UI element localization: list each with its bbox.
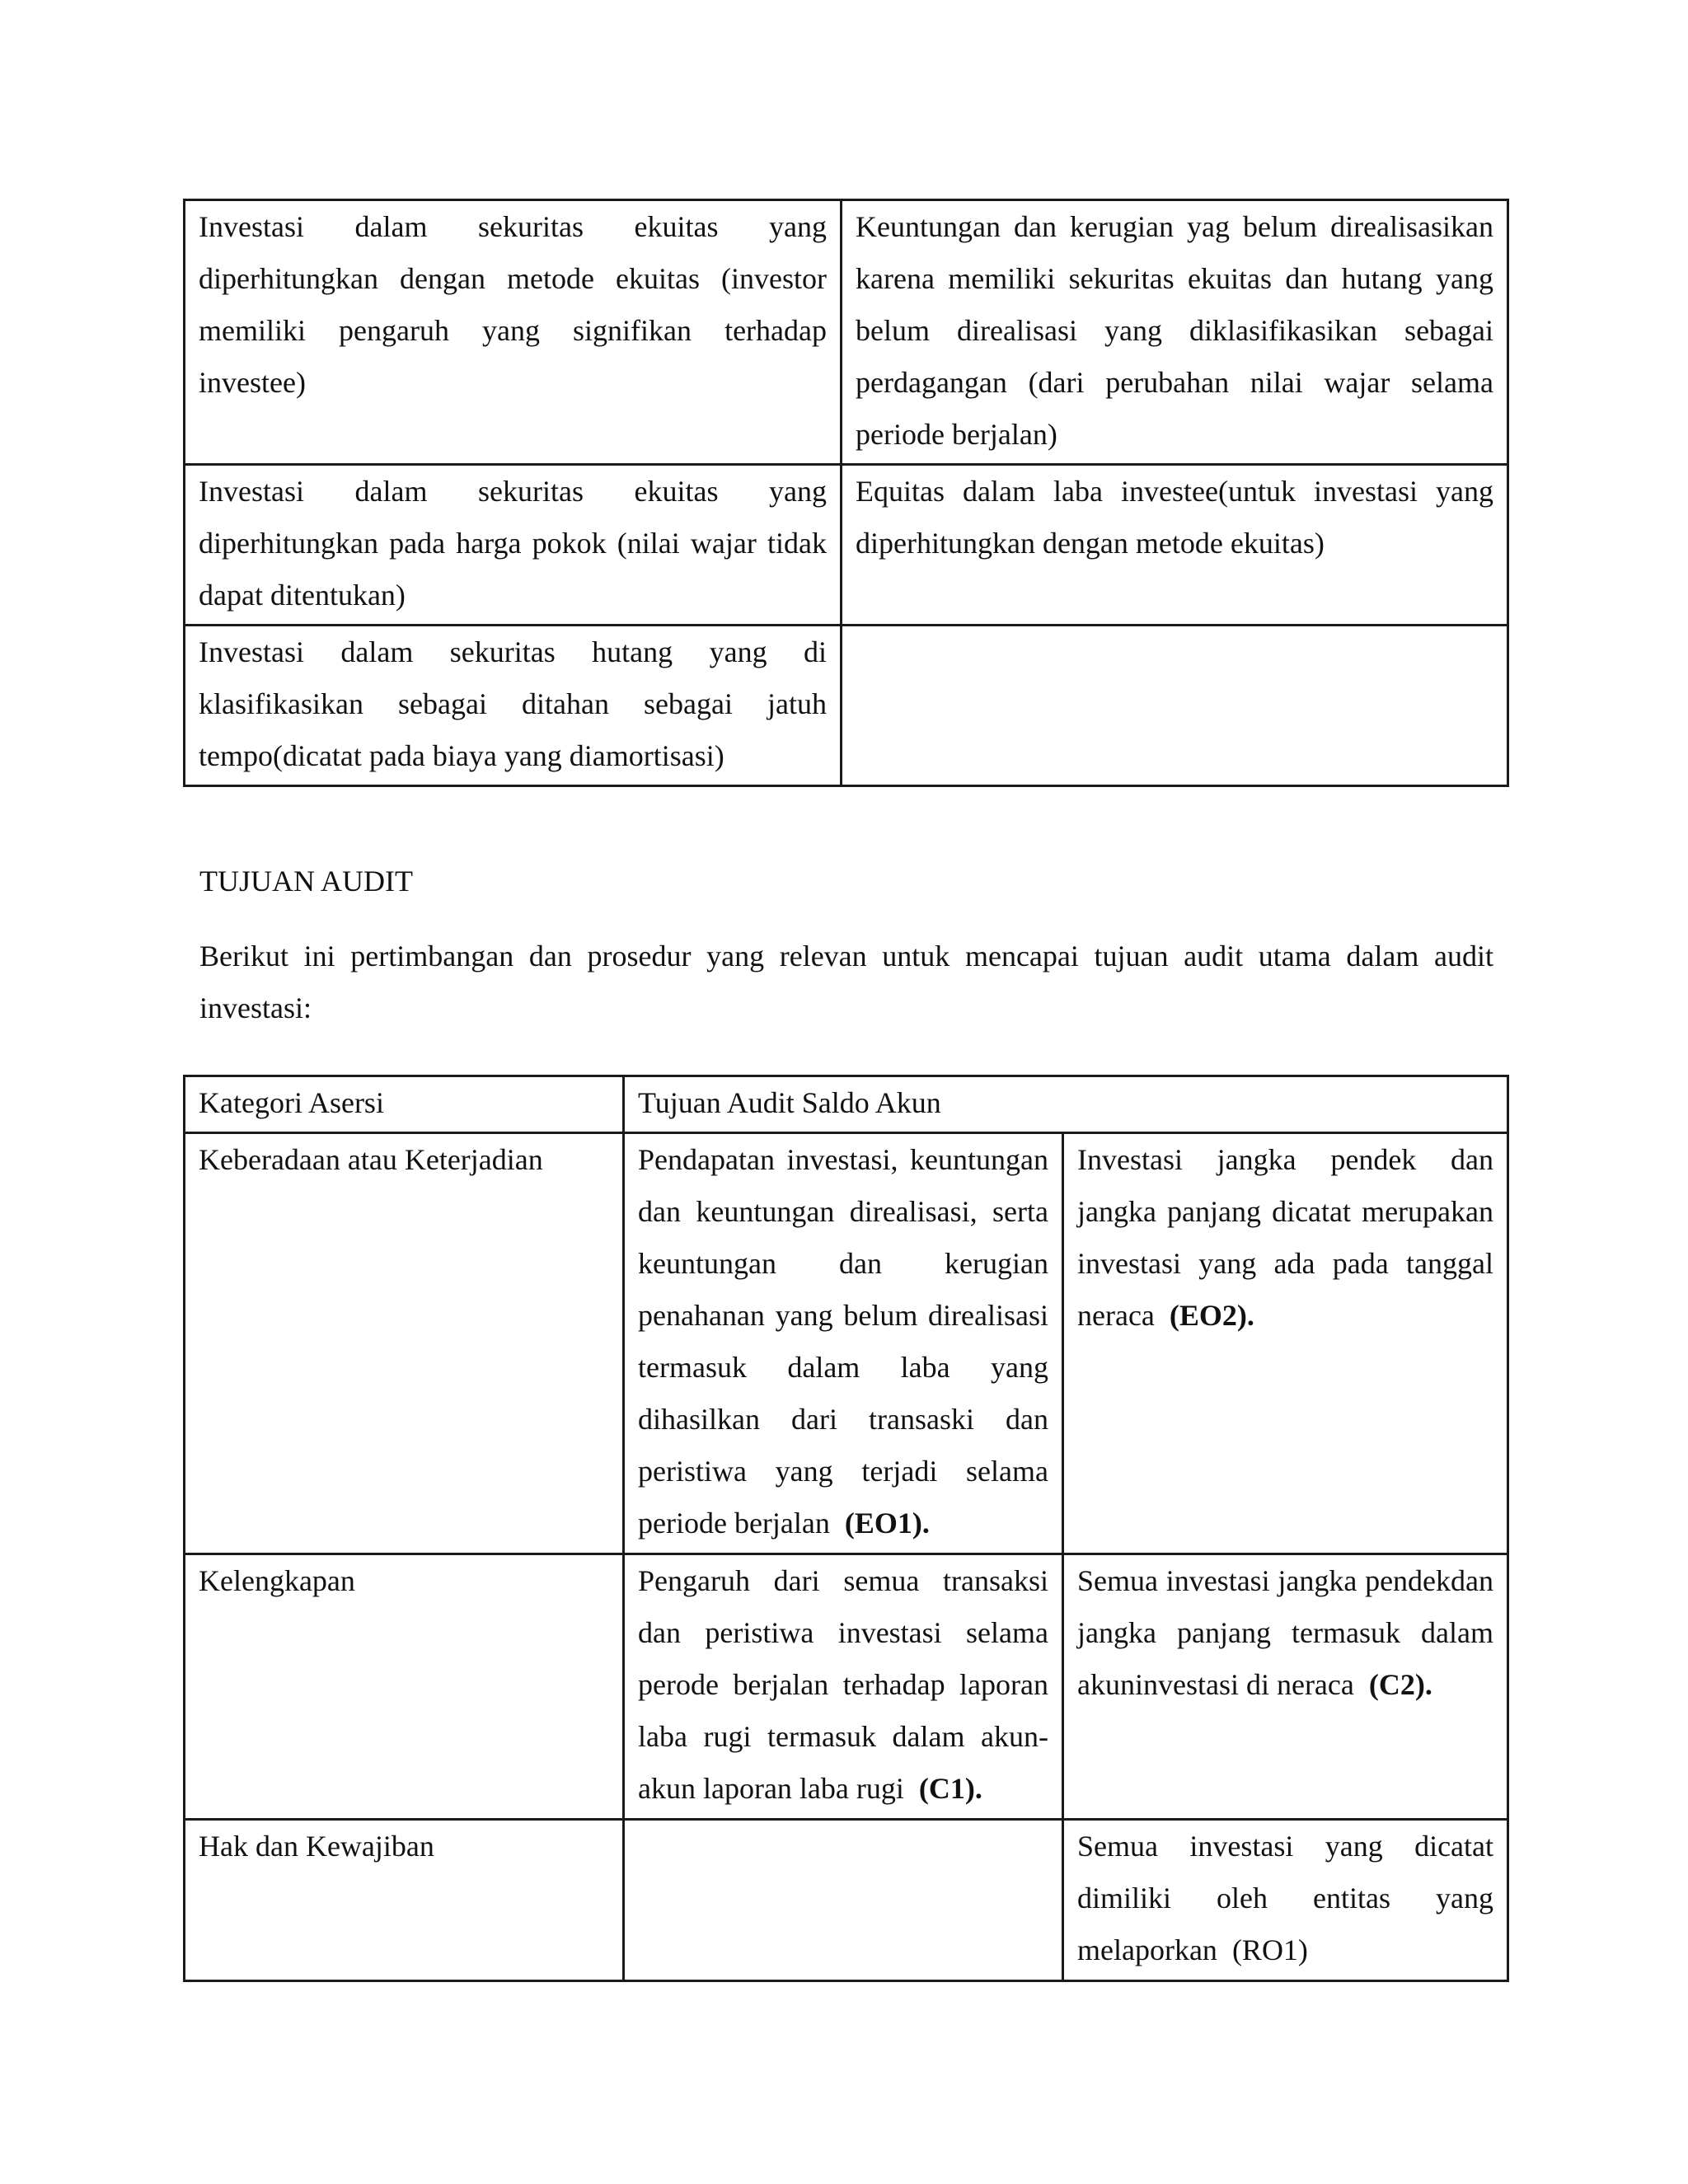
- header-objective: Tujuan Audit Saldo Akun: [624, 1076, 1508, 1133]
- objective-cell: [624, 1133, 1063, 1554]
- objective-cell: [1063, 1554, 1508, 1820]
- category-cell: Hak dan Kewajiban: [185, 1820, 624, 1981]
- objective-text: Semua investasi yang dicatat dimiliki oleh entitas yang melaporkan: [1077, 1830, 1494, 1966]
- table-cell: Investasi dalam sekuritas ekuitas yang diperhitungkan dengan metode ekuitas (investor memiliki pengaruh yang signifikan terhadap investee): [185, 200, 842, 465]
- objective-text: Pendapatan investasi, keuntungan dan keuntungan direalisasi, serta keuntungan dan kerugian penahanan yang belum direalisasi termasuk dalam laba yang dihasilkan dari transaski dan peristiwa yang terjadi selama periode berjalan: [638, 1143, 1048, 1540]
- objective-cell: [1063, 1133, 1508, 1554]
- table-cell: [842, 626, 1508, 786]
- table-row: [185, 200, 1508, 465]
- objective-code: (C2).: [1368, 1668, 1432, 1701]
- table-row: [185, 465, 1508, 626]
- intro-paragraph: Berikut ini pertimbangan dan prosedur yang relevan untuk mencapai tujuan audit utama dalam audit investasi:: [199, 940, 1493, 1024]
- table-row: [185, 1820, 1508, 1981]
- objective-text: Pengaruh dari semua transaksi dan peristiwa investasi selama perode berjalan terhadap laporan laba rugi termasuk dalam akun-akun laporan laba rugi: [638, 1564, 1048, 1805]
- table-cell: Investasi dalam sekuritas ekuitas yang diperhitungkan pada harga pokok (nilai wajar tidak dapat ditentukan): [185, 465, 842, 626]
- section-heading: TUJUAN AUDIT: [199, 865, 413, 898]
- objective-code: (C1).: [918, 1772, 982, 1805]
- objective-code: (EO1).: [844, 1507, 930, 1540]
- objective-cell: [624, 1820, 1063, 1981]
- objective-code: (EO2).: [1169, 1299, 1254, 1332]
- audit-objectives-table: [183, 1075, 1509, 1982]
- table-row: [185, 1133, 1508, 1554]
- objective-cell: [1063, 1820, 1508, 1981]
- table-cell: Keuntungan dan kerugian yag belum direalisasikan karena memiliki sekuritas ekuitas dan hutang yang belum direalisasi yang diklasifikasikan sebagai perdagangan (dari perubahan nilai wajar selama periode berjalan): [842, 200, 1508, 465]
- objective-code: (RO1): [1231, 1933, 1308, 1966]
- investment-classification-table: [183, 199, 1509, 787]
- objective-text: Semua investasi jangka pendekdan jangka panjang termasuk dalam akuninvestasi di neraca: [1077, 1564, 1494, 1701]
- table-cell: Investasi dalam sekuritas hutang yang di klasifikasikan sebagai ditahan sebagai jatuh tempo(dicatat pada biaya yang diamortisasi): [185, 626, 842, 786]
- objective-cell: [624, 1554, 1063, 1820]
- objective-text: Investasi jangka pendek dan jangka panjang dicatat merupakan investasi yang ada pada tanggal neraca: [1077, 1143, 1494, 1332]
- category-cell: Kelengkapan: [185, 1554, 624, 1820]
- header-category: Kategori Asersi: [185, 1076, 624, 1133]
- table-header-row: [185, 1076, 1508, 1133]
- table-row: [185, 1554, 1508, 1820]
- table-row: [185, 626, 1508, 786]
- table-cell: Equitas dalam laba investee(untuk investasi yang diperhitungkan dengan metode ekuitas): [842, 465, 1508, 626]
- category-cell: Keberadaan atau Keterjadian: [185, 1133, 624, 1554]
